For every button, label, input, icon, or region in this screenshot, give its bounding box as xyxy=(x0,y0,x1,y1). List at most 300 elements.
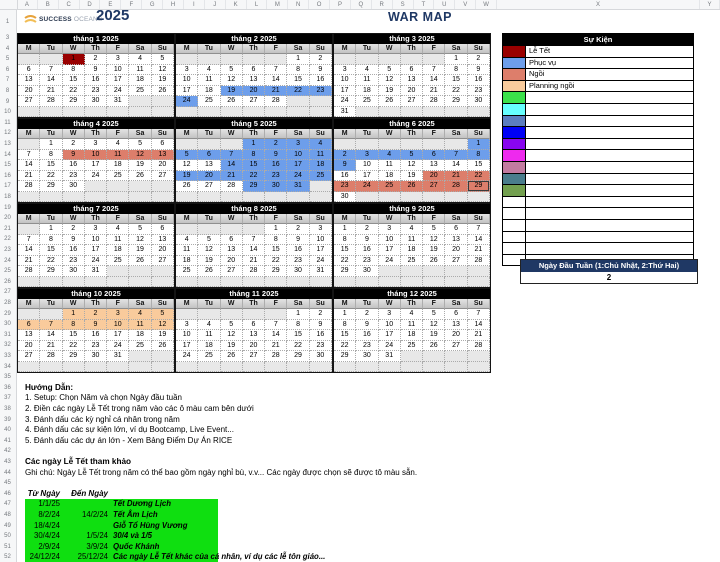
day-cell-6[interactable]: 6 xyxy=(198,150,220,161)
day-cell-6[interactable]: 6 xyxy=(18,320,40,331)
day-cell-23[interactable]: 23 xyxy=(334,181,356,192)
day-cell-4[interactable]: 4 xyxy=(310,139,332,150)
row-header-35[interactable]: 35 xyxy=(4,374,11,381)
day-cell-20[interactable]: 20 xyxy=(152,160,174,171)
column-header-N[interactable]: N xyxy=(288,0,309,9)
day-cell-15[interactable]: 15 xyxy=(265,245,287,256)
day-cell-7[interactable]: 7 xyxy=(265,65,287,76)
column-header-Y[interactable]: Y xyxy=(700,0,720,9)
row-header-1[interactable]: 1 xyxy=(5,19,10,25)
day-cell-14[interactable]: 14 xyxy=(265,75,287,86)
day-cell-29[interactable]: 29 xyxy=(287,351,309,362)
day-cell-22[interactable]: 22 xyxy=(265,256,287,267)
day-cell-12[interactable]: 12 xyxy=(221,75,243,86)
day-cell-2[interactable]: 2 xyxy=(334,150,356,161)
day-cell-10[interactable]: 10 xyxy=(107,65,129,76)
day-cell-9[interactable]: 9 xyxy=(287,235,309,246)
day-cell-12[interactable]: 12 xyxy=(129,235,151,246)
day-cell-18[interactable]: 18 xyxy=(198,341,220,352)
legend-item-label[interactable]: Lễ Tết xyxy=(529,46,551,55)
day-cell-13[interactable]: 13 xyxy=(221,245,243,256)
day-cell-10[interactable]: 10 xyxy=(85,150,107,161)
day-cell-10[interactable]: 10 xyxy=(107,320,129,331)
holiday-from-date[interactable]: 1/1/25 xyxy=(38,499,60,509)
day-cell-3[interactable]: 3 xyxy=(310,224,332,235)
day-cell-23[interactable]: 23 xyxy=(356,256,378,267)
row-header-31[interactable]: 31 xyxy=(4,331,11,338)
day-cell-11[interactable]: 11 xyxy=(401,320,423,331)
row-header-40[interactable]: 40 xyxy=(4,427,11,434)
day-cell-27[interactable]: 27 xyxy=(221,266,243,277)
day-cell-8[interactable]: 8 xyxy=(265,235,287,246)
day-cell-28[interactable]: 28 xyxy=(40,96,62,107)
day-cell-1[interactable]: 1 xyxy=(243,139,265,150)
row-header-48[interactable]: 48 xyxy=(4,512,11,518)
day-cell-11[interactable]: 11 xyxy=(310,150,332,161)
day-cell-21[interactable]: 21 xyxy=(445,171,467,182)
day-cell-8[interactable]: 8 xyxy=(287,320,309,331)
column-header-K[interactable]: K xyxy=(226,0,247,9)
day-cell-22[interactable]: 22 xyxy=(63,86,85,97)
legend-item-label[interactable] xyxy=(526,232,693,243)
day-cell-11[interactable]: 11 xyxy=(379,160,401,171)
day-cell-12[interactable]: 12 xyxy=(401,160,423,171)
day-cell-18[interactable]: 18 xyxy=(129,330,151,341)
day-cell-9[interactable]: 9 xyxy=(356,235,378,246)
day-cell-6[interactable]: 6 xyxy=(423,150,445,161)
day-cell-27[interactable]: 27 xyxy=(243,351,265,362)
day-cell-15[interactable]: 15 xyxy=(468,160,490,171)
day-cell-25[interactable]: 25 xyxy=(379,181,401,192)
day-cell-30[interactable]: 30 xyxy=(85,351,107,362)
day-cell-29[interactable]: 29 xyxy=(334,266,356,277)
column-header-Q[interactable]: Q xyxy=(351,0,372,9)
day-cell-11[interactable]: 11 xyxy=(107,150,129,161)
day-cell-11[interactable]: 11 xyxy=(107,235,129,246)
day-cell-9[interactable]: 9 xyxy=(265,150,287,161)
day-cell-12[interactable]: 12 xyxy=(423,320,445,331)
legend-color-swatch[interactable] xyxy=(503,174,526,185)
legend-item-label[interactable] xyxy=(526,139,693,150)
row-header-9[interactable]: 9 xyxy=(5,98,10,105)
day-cell-11[interactable]: 11 xyxy=(129,320,151,331)
day-cell-18[interactable]: 18 xyxy=(379,171,401,182)
day-cell-25[interactable]: 25 xyxy=(198,96,220,107)
day-cell-6[interactable]: 6 xyxy=(152,224,174,235)
day-cell-13[interactable]: 13 xyxy=(152,235,174,246)
day-cell-12[interactable]: 12 xyxy=(152,320,174,331)
day-cell-29[interactable]: 29 xyxy=(63,96,85,107)
day-cell-14[interactable]: 14 xyxy=(40,330,62,341)
holiday-from-date[interactable]: 30/4/24 xyxy=(33,531,60,541)
day-cell-7[interactable]: 7 xyxy=(243,235,265,246)
day-cell-23[interactable]: 23 xyxy=(287,256,309,267)
day-cell-9[interactable]: 9 xyxy=(310,320,332,331)
row-header-10[interactable]: 10 xyxy=(4,109,11,116)
row-header-26[interactable]: 26 xyxy=(4,278,11,285)
day-cell-17[interactable]: 17 xyxy=(107,330,129,341)
day-cell-25[interactable]: 25 xyxy=(107,171,129,182)
row-header-49[interactable]: 49 xyxy=(4,522,11,529)
day-cell-8[interactable]: 8 xyxy=(468,150,490,161)
legend-item-label[interactable] xyxy=(526,150,693,161)
day-cell-30[interactable]: 30 xyxy=(334,192,356,203)
day-cell-5[interactable]: 5 xyxy=(423,224,445,235)
day-cell-19[interactable]: 19 xyxy=(221,341,243,352)
column-header-J[interactable]: J xyxy=(205,0,226,9)
day-cell-30[interactable]: 30 xyxy=(310,351,332,362)
day-cell-16[interactable]: 16 xyxy=(356,245,378,256)
day-cell-28[interactable]: 28 xyxy=(18,181,40,192)
row-header-33[interactable]: 33 xyxy=(4,353,11,359)
holiday-to-date[interactable]: 3/9/24 xyxy=(86,541,108,551)
legend-color-swatch[interactable] xyxy=(503,46,526,57)
day-cell-29[interactable]: 29 xyxy=(63,351,85,362)
day-cell-5[interactable]: 5 xyxy=(198,235,220,246)
day-cell-4[interactable]: 4 xyxy=(107,224,129,235)
day-cell-17[interactable]: 17 xyxy=(85,245,107,256)
day-cell-5[interactable]: 5 xyxy=(221,65,243,76)
day-cell-18[interactable]: 18 xyxy=(129,75,151,86)
day-cell-1[interactable]: 1 xyxy=(468,139,490,150)
day-cell-24[interactable]: 24 xyxy=(107,341,129,352)
row-header-20[interactable]: 20 xyxy=(4,215,11,222)
day-cell-28[interactable]: 28 xyxy=(468,256,490,267)
day-cell-12[interactable]: 12 xyxy=(152,65,174,76)
holiday-to-date[interactable]: 14/2/24 xyxy=(81,510,108,519)
legend-color-swatch[interactable] xyxy=(503,243,526,254)
day-cell-16[interactable]: 16 xyxy=(334,171,356,182)
day-cell-7[interactable]: 7 xyxy=(40,65,62,76)
day-cell-3[interactable]: 3 xyxy=(356,150,378,161)
legend-item-label[interactable] xyxy=(526,127,693,138)
day-cell-6[interactable]: 6 xyxy=(18,65,40,76)
day-cell-8[interactable]: 8 xyxy=(334,320,356,331)
row-header-16[interactable]: 16 xyxy=(4,172,11,179)
day-cell-16[interactable]: 16 xyxy=(85,75,107,86)
day-cell-13[interactable]: 13 xyxy=(152,150,174,161)
day-cell-13[interactable]: 13 xyxy=(445,320,467,331)
day-cell-4[interactable]: 4 xyxy=(198,320,220,331)
legend-color-swatch[interactable] xyxy=(503,185,526,196)
column-header-M[interactable]: M xyxy=(267,0,288,9)
day-cell-21[interactable]: 21 xyxy=(221,171,243,182)
holiday-name[interactable]: Các ngày Lễ Tết khác của cá nhân, ví dụ các lễ tôn giáo... xyxy=(113,552,326,562)
day-cell-10[interactable]: 10 xyxy=(310,235,332,246)
day-cell-9[interactable]: 9 xyxy=(63,150,85,161)
day-cell-2[interactable]: 2 xyxy=(265,139,287,150)
holiday-from-date[interactable]: 8/2/24 xyxy=(38,510,60,519)
day-cell-1[interactable]: 1 xyxy=(40,139,62,150)
day-cell-28[interactable]: 28 xyxy=(423,96,445,107)
day-cell-3[interactable]: 3 xyxy=(287,139,309,150)
holiday-name[interactable]: Giỗ Tổ Hùng Vương xyxy=(113,520,188,530)
day-cell-7[interactable]: 7 xyxy=(18,235,40,246)
day-cell-7[interactable]: 7 xyxy=(468,224,490,235)
column-header-F[interactable]: F xyxy=(121,0,142,9)
day-cell-14[interactable]: 14 xyxy=(221,160,243,171)
column-header-R[interactable]: R xyxy=(372,0,393,9)
day-cell-5[interactable]: 5 xyxy=(379,65,401,76)
day-cell-8[interactable]: 8 xyxy=(63,65,85,76)
day-cell-11[interactable]: 11 xyxy=(356,75,378,86)
day-cell-17[interactable]: 17 xyxy=(176,341,198,352)
day-cell-1[interactable]: 1 xyxy=(334,224,356,235)
day-cell-24[interactable]: 24 xyxy=(85,171,107,182)
legend-color-swatch[interactable] xyxy=(503,92,526,103)
day-cell-24[interactable]: 24 xyxy=(379,256,401,267)
day-cell-21[interactable]: 21 xyxy=(40,341,62,352)
day-cell-13[interactable]: 13 xyxy=(445,235,467,246)
day-cell-10[interactable]: 10 xyxy=(334,75,356,86)
holiday-name[interactable]: Tết Âm Lịch xyxy=(113,510,158,519)
day-cell-5[interactable]: 5 xyxy=(401,150,423,161)
day-cell-13[interactable]: 13 xyxy=(243,330,265,341)
day-cell-1[interactable]: 1 xyxy=(63,309,85,320)
day-cell-16[interactable]: 16 xyxy=(287,245,309,256)
day-cell-28[interactable]: 28 xyxy=(265,96,287,107)
day-cell-9[interactable]: 9 xyxy=(334,160,356,171)
day-cell-26[interactable]: 26 xyxy=(221,96,243,107)
day-cell-26[interactable]: 26 xyxy=(401,181,423,192)
column-header-L[interactable]: L xyxy=(247,0,268,9)
legend-item-label[interactable] xyxy=(526,104,693,115)
day-cell-19[interactable]: 19 xyxy=(129,160,151,171)
day-cell-19[interactable]: 19 xyxy=(198,256,220,267)
legend-item-label[interactable]: Phục vụ xyxy=(529,57,557,67)
day-cell-19[interactable]: 19 xyxy=(423,330,445,341)
day-cell-8[interactable]: 8 xyxy=(40,235,62,246)
day-cell-16[interactable]: 16 xyxy=(85,330,107,341)
row-header-12[interactable]: 12 xyxy=(4,130,11,137)
day-cell-1[interactable]: 1 xyxy=(334,309,356,320)
day-cell-13[interactable]: 13 xyxy=(18,330,40,341)
day-cell-25[interactable]: 25 xyxy=(401,341,423,352)
legend-color-swatch[interactable] xyxy=(503,197,526,208)
day-cell-24[interactable]: 24 xyxy=(287,171,309,182)
day-cell-20[interactable]: 20 xyxy=(198,171,220,182)
day-cell-20[interactable]: 20 xyxy=(152,245,174,256)
day-cell-9[interactable]: 9 xyxy=(85,65,107,76)
day-cell-9[interactable]: 9 xyxy=(63,235,85,246)
day-cell-26[interactable]: 26 xyxy=(176,181,198,192)
day-cell-20[interactable]: 20 xyxy=(445,245,467,256)
legend-color-swatch[interactable] xyxy=(503,127,526,138)
column-header-A[interactable]: A xyxy=(17,0,38,9)
day-cell-26[interactable]: 26 xyxy=(221,351,243,362)
day-cell-18[interactable]: 18 xyxy=(198,86,220,97)
legend-item-label[interactable] xyxy=(526,220,693,231)
day-cell-4[interactable]: 4 xyxy=(379,150,401,161)
day-cell-20[interactable]: 20 xyxy=(243,86,265,97)
column-header-I[interactable]: I xyxy=(184,0,205,9)
day-cell-7[interactable]: 7 xyxy=(265,320,287,331)
row-header-17[interactable]: 17 xyxy=(4,183,11,190)
day-cell-25[interactable]: 25 xyxy=(129,341,151,352)
holiday-name[interactable]: Quốc Khánh xyxy=(113,541,160,551)
day-cell-26[interactable]: 26 xyxy=(423,256,445,267)
day-cell-6[interactable]: 6 xyxy=(243,65,265,76)
day-cell-27[interactable]: 27 xyxy=(401,96,423,107)
legend-color-swatch[interactable] xyxy=(503,81,526,92)
column-header-V[interactable]: V xyxy=(455,0,476,9)
column-header-X[interactable]: X xyxy=(497,0,700,9)
row-header-5[interactable]: 5 xyxy=(5,56,10,63)
day-cell-5[interactable]: 5 xyxy=(221,320,243,331)
column-header-S[interactable]: S xyxy=(393,0,414,9)
column-header-B[interactable]: B xyxy=(38,0,59,9)
day-cell-19[interactable]: 19 xyxy=(152,75,174,86)
day-cell-15[interactable]: 15 xyxy=(445,75,467,86)
day-cell-12[interactable]: 12 xyxy=(221,330,243,341)
day-cell-11[interactable]: 11 xyxy=(176,245,198,256)
row-header-45[interactable]: 45 xyxy=(4,480,11,487)
day-cell-30[interactable]: 30 xyxy=(356,351,378,362)
row-header-14[interactable]: 14 xyxy=(4,151,11,158)
day-cell-2[interactable]: 2 xyxy=(63,139,85,150)
day-cell-15[interactable]: 15 xyxy=(287,75,309,86)
row-header-25[interactable]: 25 xyxy=(4,268,11,275)
day-cell-3[interactable]: 3 xyxy=(379,309,401,320)
day-cell-6[interactable]: 6 xyxy=(445,309,467,320)
legend-color-swatch[interactable] xyxy=(503,232,526,243)
day-cell-27[interactable]: 27 xyxy=(198,181,220,192)
day-cell-28[interactable]: 28 xyxy=(40,351,62,362)
day-cell-6[interactable]: 6 xyxy=(243,320,265,331)
day-cell-1[interactable]: 1 xyxy=(287,54,309,65)
day-cell-8[interactable]: 8 xyxy=(40,150,62,161)
holiday-name[interactable]: 30/4 và 1/5 xyxy=(113,531,153,541)
column-header-G[interactable]: G xyxy=(142,0,163,9)
day-cell-27[interactable]: 27 xyxy=(18,351,40,362)
row-header-28[interactable]: 28 xyxy=(4,300,11,306)
day-cell-17[interactable]: 17 xyxy=(334,86,356,97)
day-cell-15[interactable]: 15 xyxy=(334,330,356,341)
day-cell-7[interactable]: 7 xyxy=(445,150,467,161)
day-cell-20[interactable]: 20 xyxy=(423,171,445,182)
day-cell-24[interactable]: 24 xyxy=(107,86,129,97)
row-header-19[interactable]: 19 xyxy=(4,204,11,211)
legend-color-swatch[interactable] xyxy=(503,116,526,127)
day-cell-3[interactable]: 3 xyxy=(85,224,107,235)
day-cell-11[interactable]: 11 xyxy=(198,75,220,86)
day-cell-21[interactable]: 21 xyxy=(468,330,490,341)
row-header-51[interactable]: 51 xyxy=(4,543,11,550)
day-cell-16[interactable]: 16 xyxy=(63,245,85,256)
day-cell-22[interactable]: 22 xyxy=(334,341,356,352)
day-cell-2[interactable]: 2 xyxy=(85,54,107,65)
day-cell-1[interactable]: 1 xyxy=(445,54,467,65)
day-cell-24[interactable]: 24 xyxy=(176,351,198,362)
day-cell-16[interactable]: 16 xyxy=(63,160,85,171)
day-cell-18[interactable]: 18 xyxy=(310,160,332,171)
day-cell-19[interactable]: 19 xyxy=(423,245,445,256)
gutter-corner[interactable] xyxy=(0,0,18,10)
day-cell-2[interactable]: 2 xyxy=(287,224,309,235)
day-cell-6[interactable]: 6 xyxy=(152,139,174,150)
day-cell-24[interactable]: 24 xyxy=(176,96,198,107)
column-header-D[interactable]: D xyxy=(80,0,101,9)
day-cell-14[interactable]: 14 xyxy=(18,160,40,171)
legend-item-label[interactable]: Planning ngồi xyxy=(529,80,575,90)
day-cell-28[interactable]: 28 xyxy=(18,266,40,277)
day-cell-20[interactable]: 20 xyxy=(221,256,243,267)
day-cell-16[interactable]: 16 xyxy=(265,160,287,171)
legend-item-label[interactable] xyxy=(526,162,693,173)
legend-item-label[interactable]: Ngồi xyxy=(529,69,545,79)
legend-item-label[interactable] xyxy=(526,197,693,208)
day-cell-17[interactable]: 17 xyxy=(356,171,378,182)
row-header-6[interactable]: 6 xyxy=(5,66,10,73)
column-header-P[interactable]: P xyxy=(330,0,351,9)
day-cell-23[interactable]: 23 xyxy=(356,341,378,352)
day-cell-27[interactable]: 27 xyxy=(445,341,467,352)
row-header-43[interactable]: 43 xyxy=(4,459,11,465)
day-cell-20[interactable]: 20 xyxy=(401,86,423,97)
day-cell-7[interactable]: 7 xyxy=(18,150,40,161)
day-cell-29[interactable]: 29 xyxy=(265,266,287,277)
day-cell-28[interactable]: 28 xyxy=(243,266,265,277)
day-cell-17[interactable]: 17 xyxy=(379,245,401,256)
day-cell-28[interactable]: 28 xyxy=(221,181,243,192)
row-header-39[interactable]: 39 xyxy=(4,416,11,423)
day-cell-14[interactable]: 14 xyxy=(468,235,490,246)
day-cell-9[interactable]: 9 xyxy=(310,65,332,76)
day-cell-15[interactable]: 15 xyxy=(243,160,265,171)
day-cell-29[interactable]: 29 xyxy=(243,181,265,192)
day-cell-25[interactable]: 25 xyxy=(198,351,220,362)
day-cell-22[interactable]: 22 xyxy=(243,171,265,182)
column-header-E[interactable]: E xyxy=(100,0,121,9)
day-cell-29[interactable]: 29 xyxy=(40,266,62,277)
day-cell-25[interactable]: 25 xyxy=(356,96,378,107)
day-cell-17[interactable]: 17 xyxy=(107,75,129,86)
day-cell-5[interactable]: 5 xyxy=(152,54,174,65)
day-cell-31[interactable]: 31 xyxy=(107,96,129,107)
column-header-H[interactable]: H xyxy=(163,0,184,9)
day-cell-18[interactable]: 18 xyxy=(107,160,129,171)
day-cell-2[interactable]: 2 xyxy=(63,224,85,235)
day-cell-3[interactable]: 3 xyxy=(85,139,107,150)
day-cell-13[interactable]: 13 xyxy=(243,75,265,86)
legend-color-swatch[interactable] xyxy=(503,104,526,115)
day-cell-22[interactable]: 22 xyxy=(287,341,309,352)
day-cell-21[interactable]: 21 xyxy=(40,86,62,97)
column-header-T[interactable]: T xyxy=(414,0,435,9)
day-cell-15[interactable]: 15 xyxy=(287,330,309,341)
day-cell-5[interactable]: 5 xyxy=(152,309,174,320)
day-cell-10[interactable]: 10 xyxy=(176,75,198,86)
day-cell-8[interactable]: 8 xyxy=(63,320,85,331)
day-cell-19[interactable]: 19 xyxy=(129,245,151,256)
column-header-O[interactable]: O xyxy=(309,0,330,9)
day-cell-19[interactable]: 19 xyxy=(401,171,423,182)
day-cell-2[interactable]: 2 xyxy=(85,309,107,320)
day-cell-26[interactable]: 26 xyxy=(152,86,174,97)
day-cell-2[interactable]: 2 xyxy=(356,224,378,235)
day-cell-5[interactable]: 5 xyxy=(176,150,198,161)
legend-item-label[interactable] xyxy=(526,92,693,103)
day-cell-28[interactable]: 28 xyxy=(468,341,490,352)
row-header-22[interactable]: 22 xyxy=(4,236,11,243)
day-cell-8[interactable]: 8 xyxy=(287,65,309,76)
day-cell-8[interactable]: 8 xyxy=(445,65,467,76)
day-cell-2[interactable]: 2 xyxy=(468,54,490,65)
day-cell-25[interactable]: 25 xyxy=(401,256,423,267)
day-cell-31[interactable]: 31 xyxy=(85,266,107,277)
legend-item-label[interactable] xyxy=(526,185,693,196)
day-cell-22[interactable]: 22 xyxy=(334,256,356,267)
